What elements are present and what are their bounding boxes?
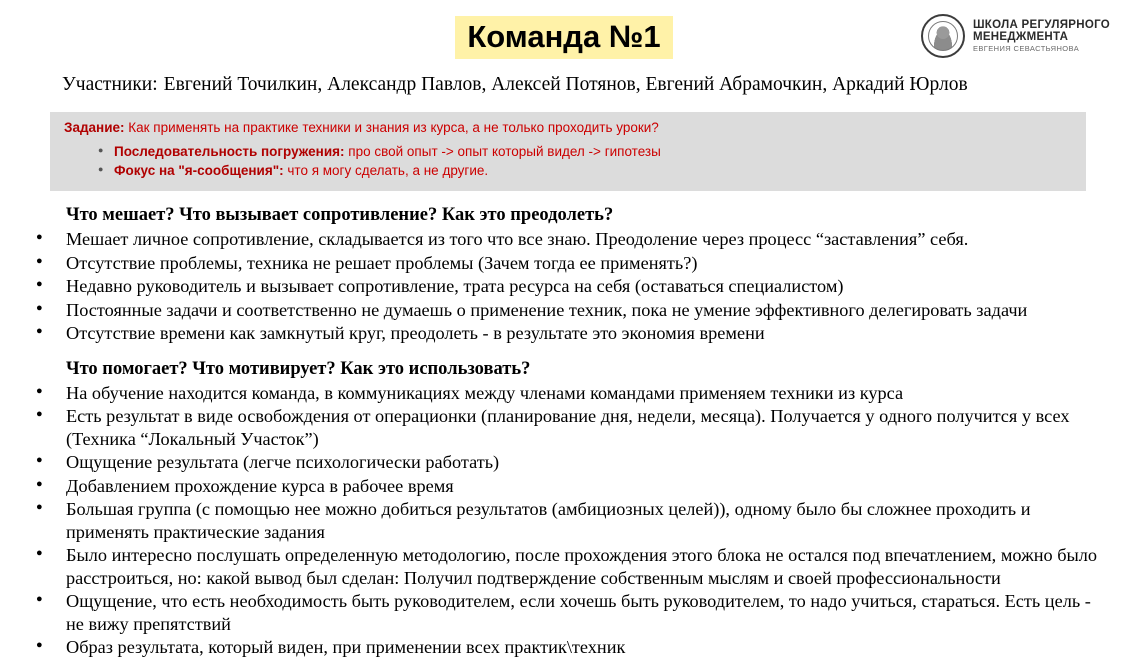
section-helpers	[0, 359, 1128, 659]
list-item: ● Недавно руководитель и вызывает сопротивление, трата ресурса на себя (оставаться специалистом)	[0, 275, 1128, 298]
list-item: ● Постоянные задачи и соответственно не думаешь о применение техник, пока не умение эффективного делегировать задачи	[0, 299, 1128, 322]
list-item: ● Было интересно послушать определенную методологию, после прохождения этого блока не остался под впечатлением, можно было расстроиться, но: какой вывод был сделан: Получил подтверждение собственным мыслям и своей профессиональности	[0, 544, 1128, 589]
participants-row	[62, 74, 1128, 96]
task-text: Как применять на практике техники и знания из курса, а не только проходить уроки?	[128, 120, 659, 135]
list-item: ● Ощущение, что есть необходимость быть руководителем, если хочешь быть руководителем, то надо учиться, стараться. Есть цель - не вижу препятствий	[0, 590, 1128, 635]
school-emblem-icon	[921, 14, 965, 58]
task-bullet-bold: Последовательность погружения:	[114, 143, 345, 159]
list-item: ● Образ результата, который виден, при применении всех практик\техник	[0, 636, 1128, 659]
task-bullet-text: про свой опыт -> опыт который видел -> гипотезы	[348, 143, 661, 159]
list-item: ● Мешает личное сопротивление, складывается из того что все знаю. Преодоление через процесс “заставления” себя.	[0, 228, 1128, 251]
section-title: Что помогает? Что мотивирует? Как это использовать?	[66, 358, 531, 379]
participants-label: Участники:	[62, 74, 158, 95]
list-item: ● Отсутствие проблемы, техника не решает проблемы (Зачем тогда ее применять?)	[0, 252, 1128, 275]
brand-line-3: ЕВГЕНИЯ СЕВАСТЬЯНОВА	[972, 44, 1080, 54]
list-item: ● Ощущение результата (легче психологически работать)	[0, 451, 1128, 474]
task-bullet-item	[98, 142, 1072, 162]
list-item: ● На обучение находится команда, в коммуникациях между членами командами применяем техники из курса	[0, 382, 1128, 405]
task-bullet-item	[98, 161, 1072, 181]
section-bullet-list	[0, 382, 1128, 659]
task-bullet-text: что я могу сделать, а не другие.	[287, 163, 489, 179]
task-headline	[64, 120, 1072, 137]
brand-line-2: МЕНЕДЖМЕНТА	[972, 31, 1069, 44]
task-box	[50, 112, 1086, 191]
list-item: ● Большая группа (с помощью нее можно добиться результатов (амбициозных целей)), одному было бы сложнее проходить и применять практические задания	[0, 498, 1128, 543]
section-obstacles	[0, 205, 1128, 345]
list-item: ● Отсутствие времени как замкнутый круг, преодолеть - в результате это экономия времени	[0, 322, 1128, 345]
section-bullet-list	[0, 228, 1128, 345]
participants-names: Евгений Точилкин, Александр Павлов, Алексей Потянов, Евгений Абрамочкин, Аркадий Юрлов	[163, 74, 968, 95]
brand-line-1: ШКОЛА РЕГУЛЯРНОГО	[972, 19, 1110, 31]
list-item: ● Есть результат в виде освобождения от операционки (планирование дня, недели, месяца). Получается у одного получится у всех (Техника “Локальный Участок”)	[0, 405, 1128, 450]
task-bullet-bold: Фокус на "я-сообщения":	[114, 163, 284, 179]
task-bullet-list	[64, 142, 1072, 181]
page-title: Команда №1	[455, 16, 672, 59]
brand-logo-text	[973, 19, 1110, 53]
task-label: Задание:	[64, 120, 125, 135]
list-item: ● Добавлением прохождение курса в рабочее время	[0, 475, 1128, 498]
slide-header	[0, 0, 1128, 66]
brand-logo	[921, 14, 1110, 58]
section-title: Что мешает? Что вызывает сопротивление? Как это преодолеть?	[66, 205, 614, 225]
